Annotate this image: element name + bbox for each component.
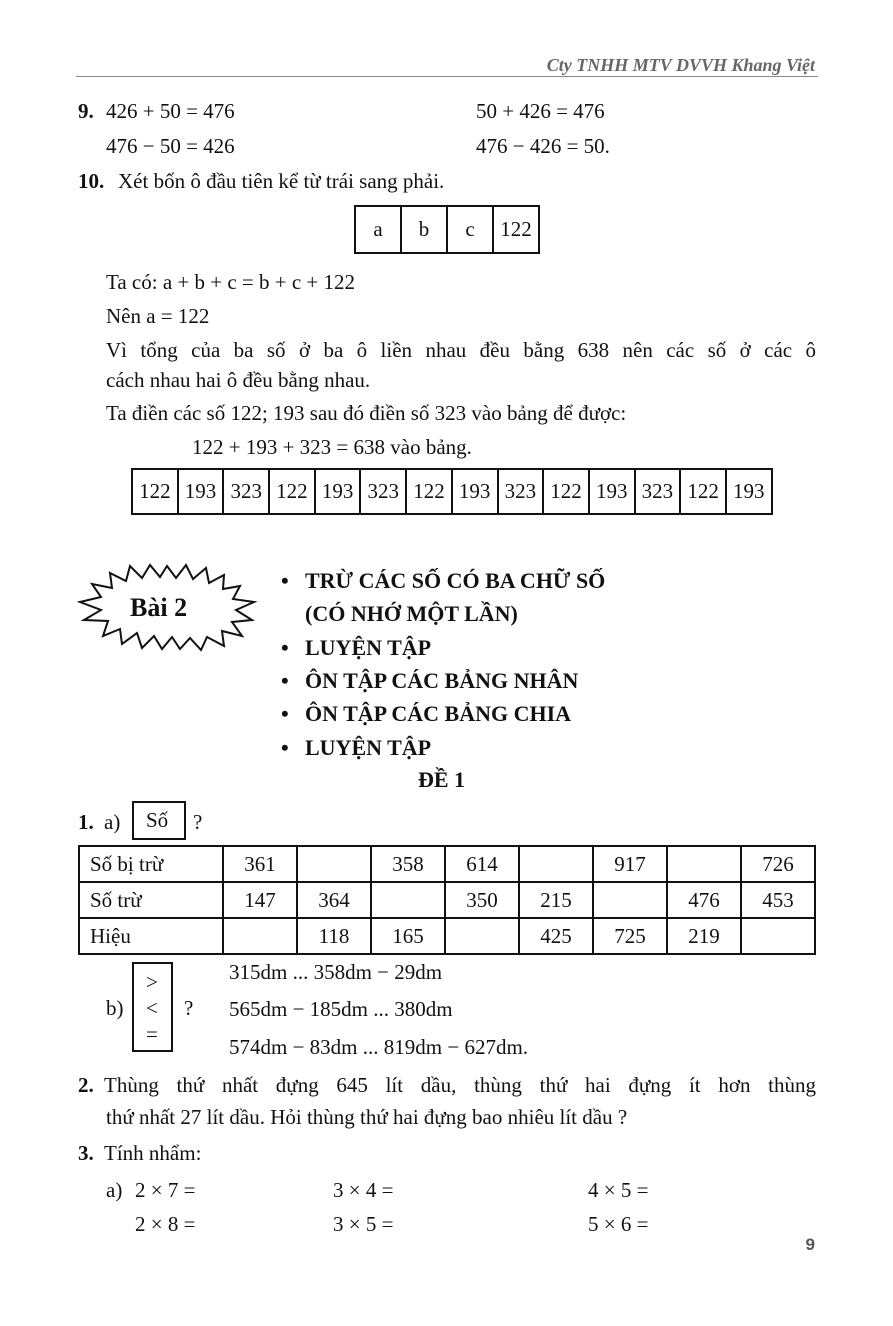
cell: 323: [498, 469, 544, 514]
compare-line: 574dm − 83dm ... 819dm − 627dm.: [229, 1035, 529, 1059]
section-title: ĐỀ 1: [418, 767, 466, 792]
cell: 323: [223, 469, 269, 514]
sign: >: [146, 970, 158, 994]
q2-text: Thùng thứ nhất đựng 645 lít dầu, thùng thứ hai đựng ít hơn thùng: [104, 1073, 816, 1097]
ex10-number: 10.: [78, 169, 105, 193]
q3-number: 3.: [78, 1141, 94, 1165]
cell: 122: [406, 469, 452, 514]
lesson-topic: • LUYỆN TẬP: [305, 636, 431, 660]
q1-b-label: b): [106, 996, 124, 1020]
calc-item: 2 × 8 =: [135, 1212, 196, 1236]
cell: 122: [493, 206, 539, 253]
calc-item: 2 × 7 =: [135, 1178, 196, 1202]
sign: =: [146, 1022, 158, 1046]
calc-item: 5 × 6 =: [588, 1212, 649, 1236]
lesson-topic: • TRỪ CÁC SỐ CÓ BA CHỮ SỐ: [305, 569, 605, 593]
table-row: Số trừ 147 364 350 215 476 453: [79, 882, 815, 918]
cell: 323: [360, 469, 406, 514]
q3-title: Tính nhẩm:: [104, 1141, 202, 1165]
running-header: Cty TNHH MTV DVVH Khang Việt: [546, 55, 815, 75]
cell: 122: [543, 469, 589, 514]
cell: 193: [452, 469, 498, 514]
sign: <: [146, 996, 158, 1020]
cell: 122: [680, 469, 726, 514]
text-line: Ta điền các số 122; 193 sau đó điền số 323 vào bảng để được:: [106, 401, 627, 425]
big-table: [131, 468, 773, 515]
text-line: cách nhau hai ô đều bằng nhau.: [106, 368, 371, 392]
lesson-topic: • ÔN TẬP CÁC BẢNG CHIA: [305, 702, 571, 726]
cell: a: [355, 206, 401, 253]
q3-a-label: a): [106, 1178, 123, 1202]
small-table: [354, 205, 540, 254]
subtraction-table: [78, 845, 816, 955]
table-row: Hiệu 118 165 425 725 219: [79, 918, 815, 954]
lesson-topic: (CÓ NHỚ MỘT LẦN): [305, 601, 518, 626]
compare-line: 565dm − 185dm ... 380dm: [229, 997, 453, 1021]
ex10-title: Xét bốn ô đầu tiên kể từ trái sang phải.: [118, 169, 445, 193]
text-line: 122 + 193 + 323 = 638 vào bảng.: [192, 435, 472, 459]
ex9-eq: 426 + 50 = 476: [106, 99, 235, 123]
calc-item: 3 × 5 =: [333, 1212, 394, 1236]
cell: c: [447, 206, 493, 253]
cell: 193: [315, 469, 361, 514]
q1-b-question-mark: ?: [184, 996, 194, 1020]
ex9-eq: 476 − 50 = 426: [106, 134, 235, 158]
ex9-eq: 50 + 426 = 476: [476, 99, 605, 123]
q1-question-mark: ?: [193, 810, 203, 834]
text-line: Nên a = 122: [106, 304, 210, 328]
text-line: Vì tổng của ba số ở ba ô liền nhau đều bằng 638 nên các số ở các ô: [106, 338, 816, 362]
q2-text: thứ nhất 27 lít dầu. Hỏi thùng thứ hai đựng bao nhiêu lít dầu ?: [106, 1105, 628, 1129]
page-number: 9: [805, 1235, 815, 1254]
q2-number: 2.: [78, 1073, 94, 1097]
cell: 122: [269, 469, 315, 514]
calc-item: 3 × 4 =: [333, 1178, 394, 1202]
cell: b: [401, 206, 447, 253]
cell: 193: [589, 469, 635, 514]
cell: 193: [178, 469, 224, 514]
compare-line: 315dm ... 358dm − 29dm: [229, 960, 443, 984]
lesson-topic: • LUYỆN TẬP: [305, 736, 431, 760]
q1-a-label: a): [104, 810, 121, 834]
ex9-number: 9.: [78, 99, 94, 123]
q1-number: 1.: [78, 810, 94, 834]
table-row: Số bị trừ 361 358 614 917 726: [79, 846, 815, 882]
header-rule: [76, 76, 818, 77]
cell: 323: [635, 469, 681, 514]
so-box-label: Số: [146, 808, 169, 832]
lesson-topic: • ÔN TẬP CÁC BẢNG NHÂN: [305, 669, 578, 693]
cell: 193: [726, 469, 772, 514]
cell: 122: [132, 469, 178, 514]
text-line: Ta có: a + b + c = b + c + 122: [106, 270, 356, 294]
lesson-badge: Bài 2: [130, 593, 188, 622]
calc-item: 4 × 5 =: [588, 1178, 649, 1202]
ex9-eq: 476 − 426 = 50.: [476, 134, 610, 158]
